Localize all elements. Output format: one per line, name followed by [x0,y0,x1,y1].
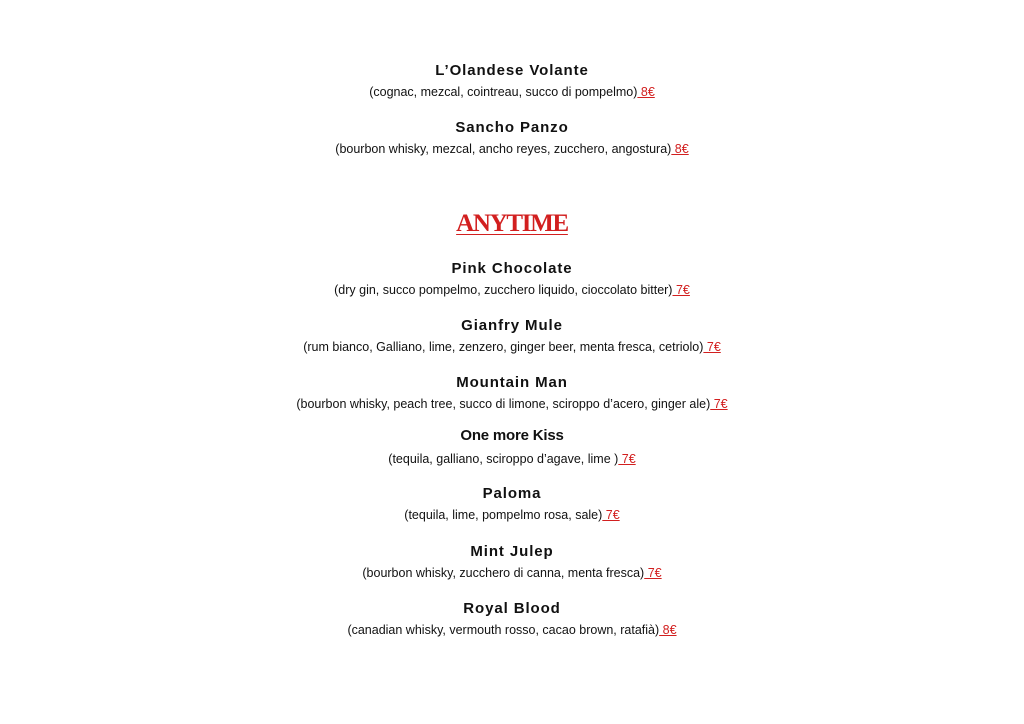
item-ingredients: (canadian whisky, vermouth rosso, cacao brown, ratafià) [347,623,660,637]
menu-item-mint-julep [0,543,1024,581]
menu-item-mountain-man [0,374,1024,412]
item-name: Mountain Man [456,374,568,391]
menu-item-gianfry-mule [0,317,1024,355]
menu-item-paloma [0,485,1024,523]
item-name: Sancho Panzo [455,119,569,136]
item-price: 8€ [659,623,677,637]
item-ingredients: (cognac, mezcal, cointreau, succo di pompelmo) [369,85,638,99]
item-name: Paloma [482,485,542,502]
item-ingredients: (bourbon whisky, peach tree, succo di limone, sciroppo d’acero, ginger ale) [296,397,711,411]
item-description-line [0,396,1024,412]
item-price: 7€ [710,397,728,411]
menu-item-royal-blood [0,600,1024,638]
item-description-line [0,339,1024,355]
item-name: Royal Blood [463,600,561,617]
item-ingredients: (rum bianco, Galliano, lime, zenzero, ginger beer, menta fresca, cetriolo) [303,340,704,354]
item-ingredients: (tequila, lime, pompelmo rosa, sale) [404,508,603,522]
item-description-line [0,622,1024,638]
item-price: 8€ [637,85,655,99]
menu-item-olandese-volante [0,62,1024,100]
item-name: Pink Chocolate [451,260,573,277]
item-price: 7€ [672,283,690,297]
item-description-line [0,507,1024,523]
item-name: L’Olandese Volante [435,62,589,79]
menu-item-sancho-panzo [0,119,1024,157]
item-description-line [0,84,1024,100]
item-price: 8€ [671,142,689,156]
section-title-anytime: ANYTIME [456,210,568,237]
item-description-line [0,141,1024,157]
item-ingredients: (tequila, galliano, sciroppo d’agave, lime ) [388,452,619,466]
item-description-line [0,282,1024,298]
menu-item-pink-chocolate [0,260,1024,298]
item-description-line [0,451,1024,467]
item-price: 7€ [602,508,620,522]
item-name: One more Kiss [460,427,564,444]
item-name: Gianfry Mule [461,317,563,334]
item-ingredients: (bourbon whisky, zucchero di canna, menta fresca) [362,566,645,580]
item-name: Mint Julep [470,543,554,560]
item-ingredients: (bourbon whisky, mezcal, ancho reyes, zucchero, angostura) [335,142,672,156]
item-ingredients: (dry gin, succo pompelmo, zucchero liquido, cioccolato bitter) [334,283,673,297]
item-description-line [0,565,1024,581]
item-price: 7€ [703,340,721,354]
menu-item-one-more-kiss [0,427,1024,467]
item-price: 7€ [618,452,636,466]
item-price: 7€ [644,566,662,580]
